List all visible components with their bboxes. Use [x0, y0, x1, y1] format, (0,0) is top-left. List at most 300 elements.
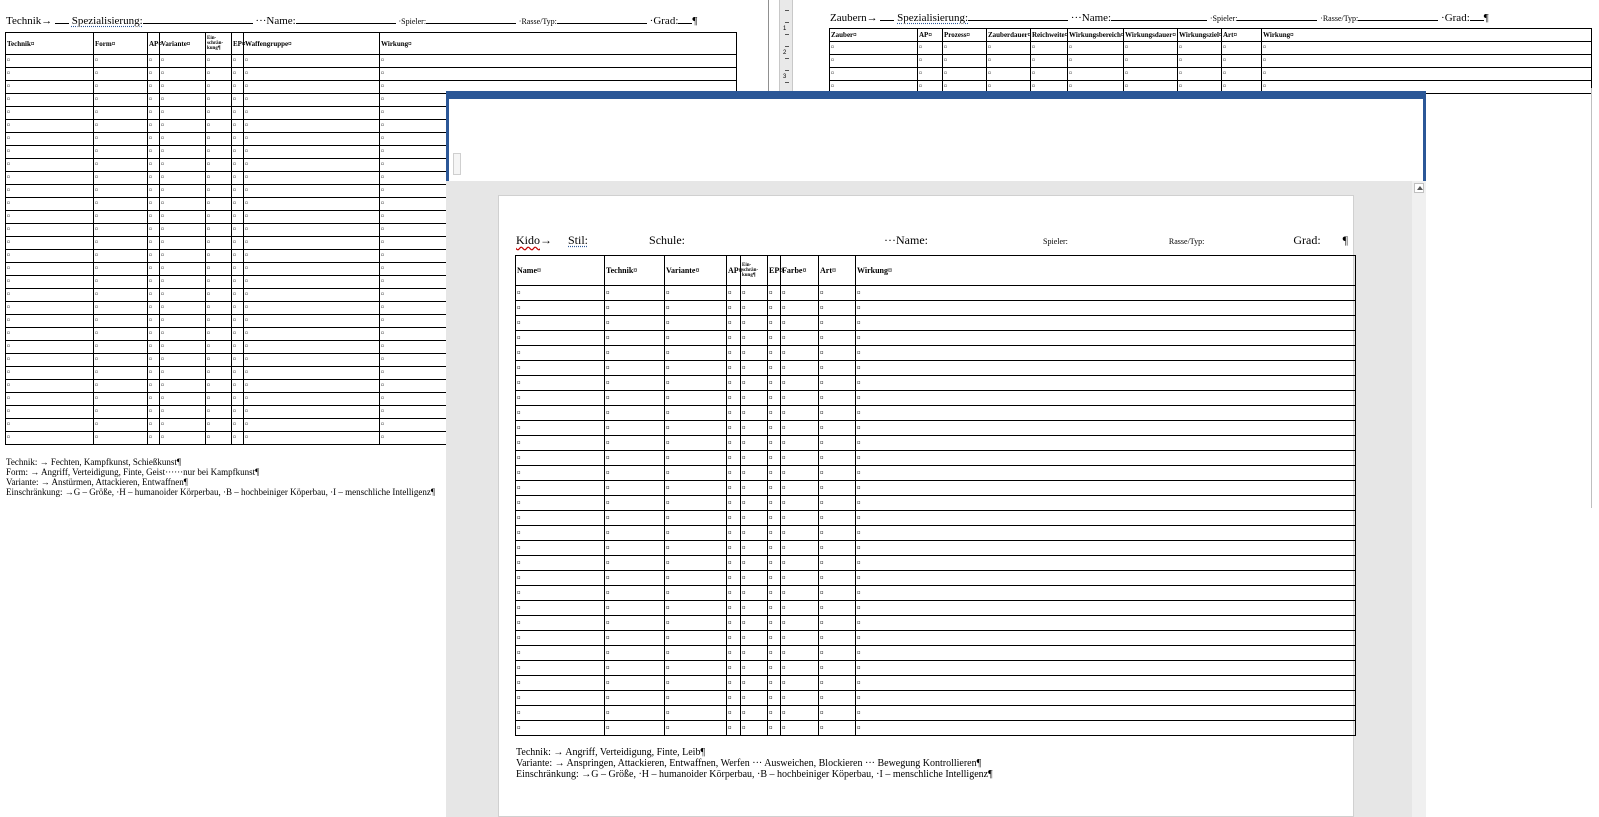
kido-table-cell[interactable]: ¤	[605, 361, 665, 376]
technik-table-cell[interactable]: ¤	[148, 94, 160, 107]
technik-table-cell[interactable]: ¤	[160, 419, 206, 432]
technik-table-cell[interactable]: ¤	[6, 68, 94, 81]
kido-table-cell[interactable]: ¤	[741, 286, 768, 301]
kido-table-cell[interactable]: ¤	[516, 646, 605, 661]
kido-table-cell[interactable]: ¤	[516, 301, 605, 316]
technik-table-cell[interactable]: ¤	[148, 393, 160, 406]
kido-table-cell[interactable]: ¤	[516, 331, 605, 346]
ribbon-area[interactable]	[446, 99, 1426, 181]
kido-table-cell[interactable]: ¤	[819, 496, 856, 511]
zaubern-table-cell[interactable]: ¤	[1031, 81, 1068, 94]
technik-table-cell[interactable]: ¤	[148, 185, 160, 198]
technik-table-cell[interactable]: ¤	[206, 185, 232, 198]
kido-table-row[interactable]	[516, 391, 1356, 406]
kido-table-cell[interactable]: ¤	[516, 481, 605, 496]
technik-table-cell[interactable]: ¤	[380, 55, 737, 68]
kido-table-cell[interactable]: ¤	[768, 301, 781, 316]
kido-table-row[interactable]	[516, 676, 1356, 691]
kido-table-cell[interactable]: ¤	[768, 391, 781, 406]
technik-table-cell[interactable]: ¤	[232, 380, 244, 393]
technik-table-cell[interactable]: ¤	[94, 107, 148, 120]
kido-table-cell[interactable]: ¤	[781, 541, 819, 556]
kido-table-cell[interactable]: ¤	[819, 706, 856, 721]
kido-table-cell[interactable]: ¤	[856, 286, 1356, 301]
zaubern-table-row[interactable]	[830, 68, 1592, 81]
technik-table-cell[interactable]: ¤	[380, 276, 737, 289]
technik-table-cell[interactable]: ¤	[244, 94, 380, 107]
technik-table-cell[interactable]: ¤	[94, 224, 148, 237]
kido-table-cell[interactable]: ¤	[516, 496, 605, 511]
technik-table-cell[interactable]: ¤	[94, 341, 148, 354]
kido-table-cell[interactable]: ¤	[781, 631, 819, 646]
kido-table-cell[interactable]: ¤	[781, 526, 819, 541]
kido-table-cell[interactable]: ¤	[605, 586, 665, 601]
technik-table-cell[interactable]: ¤	[244, 81, 380, 94]
kido-table-cell[interactable]: ¤	[605, 346, 665, 361]
kido-table-cell[interactable]: ¤	[819, 691, 856, 706]
technik-table-cell[interactable]: ¤	[244, 380, 380, 393]
kido-table-cell[interactable]: ¤	[605, 466, 665, 481]
kido-table-cell[interactable]: ¤	[605, 481, 665, 496]
kido-table-row[interactable]	[516, 721, 1356, 736]
technik-table-cell[interactable]: ¤	[206, 276, 232, 289]
zaubern-table-cell[interactable]: ¤	[943, 68, 987, 81]
kido-table-cell[interactable]: ¤	[727, 511, 741, 526]
zaubern-table-cell[interactable]: ¤	[1262, 68, 1592, 81]
technik-table-cell[interactable]: ¤	[160, 198, 206, 211]
kido-table-cell[interactable]: ¤	[768, 601, 781, 616]
technik-table-cell[interactable]: ¤	[206, 367, 232, 380]
kido-table-cell[interactable]: ¤	[856, 466, 1356, 481]
kido-table-cell[interactable]: ¤	[605, 631, 665, 646]
technik-table-cell[interactable]: ¤	[206, 263, 232, 276]
technik-table-cell[interactable]: ¤	[148, 55, 160, 68]
zaubern-table-cell[interactable]: ¤	[1124, 42, 1178, 55]
technik-table-cell[interactable]: ¤	[94, 211, 148, 224]
technik-table-cell[interactable]: ¤	[244, 185, 380, 198]
kido-table-cell[interactable]: ¤	[819, 286, 856, 301]
technik-table-cell[interactable]: ¤	[94, 419, 148, 432]
kido-table-cell[interactable]: ¤	[768, 316, 781, 331]
kido-table-cell[interactable]: ¤	[741, 556, 768, 571]
technik-table-cell[interactable]: ¤	[244, 432, 380, 445]
kido-table-cell[interactable]: ¤	[856, 676, 1356, 691]
kido-table-cell[interactable]: ¤	[856, 691, 1356, 706]
technik-table-cell[interactable]: ¤	[6, 133, 94, 146]
kido-table-cell[interactable]: ¤	[768, 706, 781, 721]
kido-table-cell[interactable]: ¤	[727, 556, 741, 571]
technik-table-cell[interactable]: ¤	[232, 328, 244, 341]
kido-table-cell[interactable]: ¤	[856, 511, 1356, 526]
zaubern-table-cell[interactable]: ¤	[1222, 55, 1262, 68]
kido-table-cell[interactable]: ¤	[516, 541, 605, 556]
technik-table-cell[interactable]: ¤	[6, 107, 94, 120]
technik-table-cell[interactable]: ¤	[148, 315, 160, 328]
technik-table-cell[interactable]: ¤	[160, 68, 206, 81]
kido-table-row[interactable]	[516, 526, 1356, 541]
technik-table-cell[interactable]: ¤	[160, 315, 206, 328]
technik-table-cell[interactable]: ¤	[206, 406, 232, 419]
window-edge-handle[interactable]	[453, 153, 461, 175]
kido-table-cell[interactable]: ¤	[727, 346, 741, 361]
kido-table-cell[interactable]: ¤	[727, 496, 741, 511]
kido-table-cell[interactable]: ¤	[516, 661, 605, 676]
technik-table-cell[interactable]: ¤	[206, 289, 232, 302]
technik-table-cell[interactable]: ¤	[244, 302, 380, 315]
technik-table-cell[interactable]: ¤	[160, 94, 206, 107]
kido-table-cell[interactable]: ¤	[819, 631, 856, 646]
technik-table-cell[interactable]: ¤	[94, 185, 148, 198]
technik-table-cell[interactable]: ¤	[160, 237, 206, 250]
technik-table-cell[interactable]: ¤	[206, 341, 232, 354]
technik-table-cell[interactable]: ¤	[244, 276, 380, 289]
technik-table-cell[interactable]: ¤	[160, 133, 206, 146]
technik-table-cell[interactable]: ¤	[380, 315, 737, 328]
kido-table-cell[interactable]: ¤	[665, 391, 727, 406]
kido-table-cell[interactable]: ¤	[665, 556, 727, 571]
technik-table-cell[interactable]: ¤	[380, 237, 737, 250]
technik-table-cell[interactable]: ¤	[6, 276, 94, 289]
technik-table-cell[interactable]: ¤	[380, 107, 737, 120]
kido-table-cell[interactable]: ¤	[741, 331, 768, 346]
technik-table-cell[interactable]: ¤	[380, 419, 737, 432]
zaubern-table-cell[interactable]: ¤	[1178, 81, 1222, 94]
technik-table-cell[interactable]: ¤	[6, 198, 94, 211]
technik-table-cell[interactable]: ¤	[148, 107, 160, 120]
technik-table-cell[interactable]: ¤	[148, 354, 160, 367]
technik-table-cell[interactable]: ¤	[206, 302, 232, 315]
technik-table-cell[interactable]: ¤	[6, 419, 94, 432]
technik-table-cell[interactable]: ¤	[380, 380, 737, 393]
kido-table-cell[interactable]: ¤	[856, 346, 1356, 361]
kido-table-cell[interactable]: ¤	[768, 466, 781, 481]
technik-table-cell[interactable]: ¤	[94, 237, 148, 250]
kido-table-cell[interactable]: ¤	[768, 631, 781, 646]
technik-table-cell[interactable]: ¤	[244, 367, 380, 380]
zaubern-table-cell[interactable]: ¤	[943, 55, 987, 68]
technik-table-cell[interactable]: ¤	[232, 263, 244, 276]
kido-table-cell[interactable]: ¤	[856, 406, 1356, 421]
technik-table-cell[interactable]: ¤	[160, 406, 206, 419]
technik-table-cell[interactable]: ¤	[94, 250, 148, 263]
kido-table-cell[interactable]: ¤	[781, 451, 819, 466]
kido-table-cell[interactable]: ¤	[516, 376, 605, 391]
technik-table-cell[interactable]: ¤	[232, 185, 244, 198]
kido-table-cell[interactable]: ¤	[781, 706, 819, 721]
technik-table-cell[interactable]: ¤	[232, 81, 244, 94]
kido-table-cell[interactable]: ¤	[781, 421, 819, 436]
technik-table-cell[interactable]: ¤	[232, 120, 244, 133]
kido-table-cell[interactable]: ¤	[665, 646, 727, 661]
kido-table-cell[interactable]: ¤	[819, 436, 856, 451]
zaubern-table-cell[interactable]: ¤	[1124, 55, 1178, 68]
kido-table-cell[interactable]: ¤	[781, 376, 819, 391]
kido-table-cell[interactable]: ¤	[781, 661, 819, 676]
kido-table-cell[interactable]: ¤	[516, 421, 605, 436]
kido-table-cell[interactable]: ¤	[781, 406, 819, 421]
technik-table-cell[interactable]: ¤	[94, 159, 148, 172]
technik-table-cell[interactable]: ¤	[94, 302, 148, 315]
technik-table-cell[interactable]: ¤	[380, 185, 737, 198]
kido-table-cell[interactable]: ¤	[819, 661, 856, 676]
word-window-kido[interactable]	[446, 91, 1426, 817]
technik-table-cell[interactable]: ¤	[380, 263, 737, 276]
technik-table-cell[interactable]: ¤	[148, 146, 160, 159]
technik-table-cell[interactable]: ¤	[380, 146, 737, 159]
technik-table-cell[interactable]: ¤	[380, 120, 737, 133]
kido-table-cell[interactable]: ¤	[768, 376, 781, 391]
technik-table-cell[interactable]: ¤	[244, 172, 380, 185]
technik-table-cell[interactable]: ¤	[6, 146, 94, 159]
technik-table-cell[interactable]: ¤	[244, 237, 380, 250]
kido-table-row[interactable]	[516, 571, 1356, 586]
technik-table-cell[interactable]: ¤	[94, 393, 148, 406]
technik-table-cell[interactable]: ¤	[244, 159, 380, 172]
kido-table-cell[interactable]: ¤	[605, 616, 665, 631]
kido-table-cell[interactable]: ¤	[727, 436, 741, 451]
technik-table-cell[interactable]: ¤	[94, 354, 148, 367]
kido-table-cell[interactable]: ¤	[819, 676, 856, 691]
zaubern-table-row[interactable]	[830, 55, 1592, 68]
kido-table-cell[interactable]: ¤	[665, 346, 727, 361]
kido-table-cell[interactable]: ¤	[781, 331, 819, 346]
technik-table-cell[interactable]: ¤	[244, 341, 380, 354]
zaubern-table[interactable]	[829, 28, 1592, 94]
kido-table-row[interactable]	[516, 421, 1356, 436]
kido-table-cell[interactable]: ¤	[781, 721, 819, 736]
kido-table-cell[interactable]: ¤	[727, 526, 741, 541]
technik-table-cell[interactable]: ¤	[6, 250, 94, 263]
zaubern-table-cell[interactable]: ¤	[1068, 42, 1124, 55]
zaubern-table-cell[interactable]: ¤	[830, 81, 918, 94]
kido-table-row[interactable]	[516, 541, 1356, 556]
kido-table-cell[interactable]: ¤	[856, 571, 1356, 586]
kido-table-cell[interactable]: ¤	[605, 646, 665, 661]
zaubern-table-cell[interactable]: ¤	[1178, 55, 1222, 68]
zaubern-table-cell[interactable]: ¤	[830, 42, 918, 55]
kido-table-cell[interactable]: ¤	[516, 286, 605, 301]
technik-table-cell[interactable]: ¤	[148, 276, 160, 289]
kido-table-cell[interactable]: ¤	[856, 316, 1356, 331]
technik-table-cell[interactable]: ¤	[244, 68, 380, 81]
kido-table-cell[interactable]: ¤	[741, 376, 768, 391]
technik-table-cell[interactable]: ¤	[244, 419, 380, 432]
kido-table-cell[interactable]: ¤	[605, 541, 665, 556]
technik-table-cell[interactable]: ¤	[232, 432, 244, 445]
kido-table-cell[interactable]: ¤	[516, 721, 605, 736]
technik-table-cell[interactable]: ¤	[244, 224, 380, 237]
zaubern-table-cell[interactable]: ¤	[1068, 55, 1124, 68]
kido-table-cell[interactable]: ¤	[768, 691, 781, 706]
technik-table-cell[interactable]: ¤	[232, 302, 244, 315]
technik-table-cell[interactable]: ¤	[94, 289, 148, 302]
kido-table-cell[interactable]: ¤	[516, 586, 605, 601]
kido-table-cell[interactable]: ¤	[781, 556, 819, 571]
technik-table-cell[interactable]: ¤	[244, 107, 380, 120]
kido-table-cell[interactable]: ¤	[768, 661, 781, 676]
kido-table-cell[interactable]: ¤	[665, 286, 727, 301]
kido-table-cell[interactable]: ¤	[665, 451, 727, 466]
technik-table-cell[interactable]: ¤	[160, 159, 206, 172]
technik-table-cell[interactable]: ¤	[94, 328, 148, 341]
kido-table-cell[interactable]: ¤	[856, 616, 1356, 631]
title-bar[interactable]	[446, 91, 1426, 99]
kido-table-cell[interactable]: ¤	[819, 346, 856, 361]
technik-table-cell[interactable]: ¤	[94, 380, 148, 393]
technik-table-cell[interactable]: ¤	[232, 276, 244, 289]
technik-table-cell[interactable]: ¤	[244, 289, 380, 302]
kido-table-cell[interactable]: ¤	[605, 421, 665, 436]
kido-table-cell[interactable]: ¤	[605, 526, 665, 541]
kido-table-row[interactable]	[516, 376, 1356, 391]
kido-table-cell[interactable]: ¤	[727, 661, 741, 676]
kido-table-cell[interactable]: ¤	[856, 376, 1356, 391]
kido-table-cell[interactable]: ¤	[819, 601, 856, 616]
kido-table-cell[interactable]: ¤	[665, 436, 727, 451]
kido-table-row[interactable]	[516, 346, 1356, 361]
zaubern-table-cell[interactable]: ¤	[1031, 68, 1068, 81]
technik-table-cell[interactable]: ¤	[206, 224, 232, 237]
technik-table-cell[interactable]: ¤	[380, 289, 737, 302]
kido-table-row[interactable]	[516, 601, 1356, 616]
technik-table-cell[interactable]: ¤	[160, 354, 206, 367]
kido-table-cell[interactable]: ¤	[605, 706, 665, 721]
scroll-up-icon[interactable]	[1414, 183, 1424, 193]
kido-table-cell[interactable]: ¤	[605, 436, 665, 451]
kido-table-row[interactable]	[516, 586, 1356, 601]
kido-table-cell[interactable]: ¤	[665, 406, 727, 421]
technik-table-cell[interactable]: ¤	[244, 328, 380, 341]
kido-table-row[interactable]	[516, 496, 1356, 511]
technik-table-cell[interactable]: ¤	[206, 211, 232, 224]
kido-table-cell[interactable]: ¤	[856, 646, 1356, 661]
technik-table-cell[interactable]: ¤	[206, 419, 232, 432]
kido-table-row[interactable]	[516, 646, 1356, 661]
technik-table-cell[interactable]: ¤	[232, 341, 244, 354]
kido-table-cell[interactable]: ¤	[856, 631, 1356, 646]
kido-table-cell[interactable]: ¤	[665, 496, 727, 511]
kido-table-cell[interactable]: ¤	[727, 616, 741, 631]
kido-table-cell[interactable]: ¤	[819, 556, 856, 571]
kido-table-cell[interactable]: ¤	[768, 361, 781, 376]
kido-table-cell[interactable]: ¤	[727, 286, 741, 301]
kido-table-cell[interactable]: ¤	[781, 466, 819, 481]
kido-table-cell[interactable]: ¤	[516, 691, 605, 706]
kido-table-cell[interactable]: ¤	[665, 481, 727, 496]
kido-table-cell[interactable]: ¤	[781, 316, 819, 331]
technik-table-cell[interactable]: ¤	[244, 55, 380, 68]
kido-table-cell[interactable]: ¤	[741, 361, 768, 376]
kido-table-row[interactable]	[516, 481, 1356, 496]
kido-table-cell[interactable]: ¤	[727, 451, 741, 466]
kido-table-cell[interactable]: ¤	[665, 706, 727, 721]
kido-table-row[interactable]	[516, 301, 1356, 316]
kido-table-cell[interactable]: ¤	[516, 391, 605, 406]
technik-table-cell[interactable]: ¤	[232, 159, 244, 172]
technik-table-cell[interactable]: ¤	[380, 341, 737, 354]
kido-table-cell[interactable]: ¤	[741, 346, 768, 361]
technik-table-cell[interactable]: ¤	[160, 302, 206, 315]
vertical-scrollbar[interactable]	[1412, 181, 1426, 817]
kido-table-cell[interactable]: ¤	[727, 676, 741, 691]
kido-table-cell[interactable]: ¤	[856, 421, 1356, 436]
technik-table-cell[interactable]: ¤	[148, 250, 160, 263]
kido-table-cell[interactable]: ¤	[665, 376, 727, 391]
kido-table-cell[interactable]: ¤	[781, 511, 819, 526]
kido-table-cell[interactable]: ¤	[741, 586, 768, 601]
technik-table-cell[interactable]: ¤	[380, 198, 737, 211]
zaubern-table-cell[interactable]: ¤	[830, 68, 918, 81]
technik-table-cell[interactable]: ¤	[94, 276, 148, 289]
kido-table-cell[interactable]: ¤	[605, 331, 665, 346]
kido-table-cell[interactable]: ¤	[781, 586, 819, 601]
kido-table-cell[interactable]: ¤	[819, 571, 856, 586]
technik-table-cell[interactable]: ¤	[232, 237, 244, 250]
kido-table-row[interactable]	[516, 556, 1356, 571]
technik-table-cell[interactable]: ¤	[6, 120, 94, 133]
kido-table-cell[interactable]: ¤	[768, 526, 781, 541]
kido-table-cell[interactable]: ¤	[665, 541, 727, 556]
kido-table-row[interactable]	[516, 466, 1356, 481]
technik-table-cell[interactable]: ¤	[94, 146, 148, 159]
kido-table-cell[interactable]: ¤	[605, 316, 665, 331]
technik-table-cell[interactable]: ¤	[232, 250, 244, 263]
technik-table-cell[interactable]: ¤	[244, 354, 380, 367]
kido-table-cell[interactable]: ¤	[781, 301, 819, 316]
kido-table-cell[interactable]: ¤	[856, 721, 1356, 736]
technik-table-cell[interactable]: ¤	[94, 367, 148, 380]
kido-table-cell[interactable]: ¤	[516, 676, 605, 691]
kido-table-cell[interactable]: ¤	[781, 391, 819, 406]
kido-table-cell[interactable]: ¤	[605, 286, 665, 301]
kido-table-cell[interactable]: ¤	[856, 301, 1356, 316]
technik-table-cell[interactable]: ¤	[6, 263, 94, 276]
kido-table-cell[interactable]: ¤	[516, 511, 605, 526]
kido-table-row[interactable]	[516, 361, 1356, 376]
kido-table-cell[interactable]: ¤	[665, 631, 727, 646]
kido-table-cell[interactable]: ¤	[727, 631, 741, 646]
technik-table-cell[interactable]: ¤	[6, 224, 94, 237]
technik-table-cell[interactable]: ¤	[206, 315, 232, 328]
kido-table-cell[interactable]: ¤	[727, 391, 741, 406]
kido-table-cell[interactable]: ¤	[665, 301, 727, 316]
technik-table-cell[interactable]: ¤	[94, 94, 148, 107]
kido-table-cell[interactable]: ¤	[856, 601, 1356, 616]
technik-table-cell[interactable]: ¤	[232, 107, 244, 120]
technik-table-cell[interactable]: ¤	[94, 172, 148, 185]
technik-table-cell[interactable]: ¤	[380, 94, 737, 107]
zaubern-table-cell[interactable]: ¤	[987, 42, 1031, 55]
kido-table-cell[interactable]: ¤	[819, 526, 856, 541]
technik-table-cell[interactable]: ¤	[148, 302, 160, 315]
kido-table-cell[interactable]: ¤	[665, 331, 727, 346]
kido-table-row[interactable]	[516, 691, 1356, 706]
kido-table-cell[interactable]: ¤	[781, 676, 819, 691]
technik-table-cell[interactable]: ¤	[244, 393, 380, 406]
technik-table-cell[interactable]: ¤	[6, 172, 94, 185]
kido-table-cell[interactable]: ¤	[727, 691, 741, 706]
kido-table-cell[interactable]: ¤	[741, 616, 768, 631]
technik-table-cell[interactable]: ¤	[160, 120, 206, 133]
kido-table-cell[interactable]: ¤	[605, 676, 665, 691]
technik-table-cell[interactable]: ¤	[380, 133, 737, 146]
kido-table-cell[interactable]: ¤	[781, 616, 819, 631]
kido-table-cell[interactable]: ¤	[819, 376, 856, 391]
kido-table-row[interactable]	[516, 706, 1356, 721]
kido-table-row[interactable]	[516, 661, 1356, 676]
kido-table-cell[interactable]: ¤	[819, 481, 856, 496]
zaubern-table-cell[interactable]: ¤	[1262, 42, 1592, 55]
